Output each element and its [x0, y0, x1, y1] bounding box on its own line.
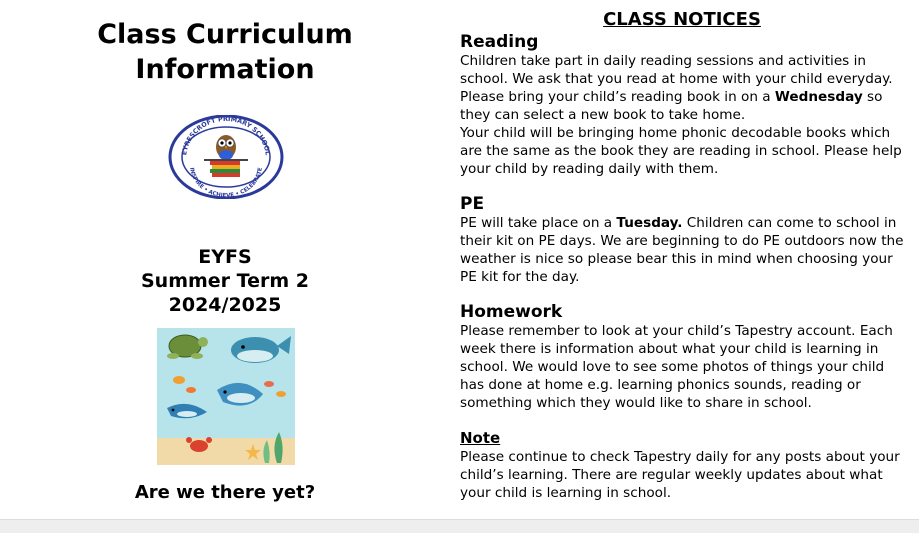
- section-note: [460, 428, 912, 502]
- section-reading: [460, 32, 912, 178]
- term-info: [90, 245, 360, 317]
- title-line-1: Class Curriculum: [97, 19, 353, 50]
- reading-text-phonics: Your child will be bringing home phonic decodable books which are the same as the book they are reading in school. Please help your child by reading daily with them.: [460, 125, 902, 177]
- homework-text: Please remember to look at your child’s Tapestry account. Each week there is information about what your child is learning in school. We would love to see some photos of things your child has done at home e.g. learning phonics sounds, reading or something which they would like to share in school.: [460, 323, 893, 411]
- left-column: [0, 0, 450, 520]
- section-pe: [460, 194, 912, 286]
- class-notices: [460, 8, 912, 502]
- term-stage: EYFS: [198, 246, 252, 268]
- pe-title: PE: [460, 194, 485, 214]
- title-line-2: Information: [135, 54, 315, 85]
- pe-text: [460, 214, 912, 286]
- reading-day: Wednesday: [774, 89, 863, 105]
- section-homework: [460, 302, 912, 412]
- reading-text-part2: so they can select a new book to take home.: [460, 89, 883, 123]
- term-name: Summer Term 2: [140, 270, 309, 292]
- school-logo: [168, 115, 284, 199]
- note-title: Note: [460, 429, 501, 447]
- note-text: Please continue to check Tapestry daily for any posts about your child’s learning. There are regular weekly updates about what your child is learning in school.: [460, 449, 900, 501]
- ocean-illustration: [157, 328, 295, 465]
- window-bottom-bar: [0, 519, 919, 533]
- reading-text-part1: Children take part in daily reading sessions and activities in school. We ask that you read at home with your child everyday. Please bring your child’s reading book in on a: [460, 53, 893, 105]
- pe-text-part1: PE will take place on a: [460, 215, 617, 231]
- tagline: Are we there yet?: [134, 482, 316, 503]
- pe-text-part2: Children can come to school in their kit on PE days. We are beginning to do PE outdoors now the weather is nice so please bear this in mind when choosing your PE kit for the day.: [460, 215, 904, 285]
- logo-motto: INSPIRE • ACHIEVE • CELEBRATE: [188, 167, 264, 199]
- reading-text: [460, 52, 912, 124]
- notices-heading: CLASS NOTICES: [603, 9, 761, 30]
- term-year: 2024/2025: [168, 294, 282, 316]
- page-title: [60, 17, 390, 87]
- logo-school-name: EYRESCROFT PRIMARY SCHOOL: [180, 115, 272, 156]
- pe-day: Tuesday.: [616, 215, 683, 231]
- reading-title: Reading: [460, 32, 539, 52]
- homework-title: Homework: [460, 302, 563, 322]
